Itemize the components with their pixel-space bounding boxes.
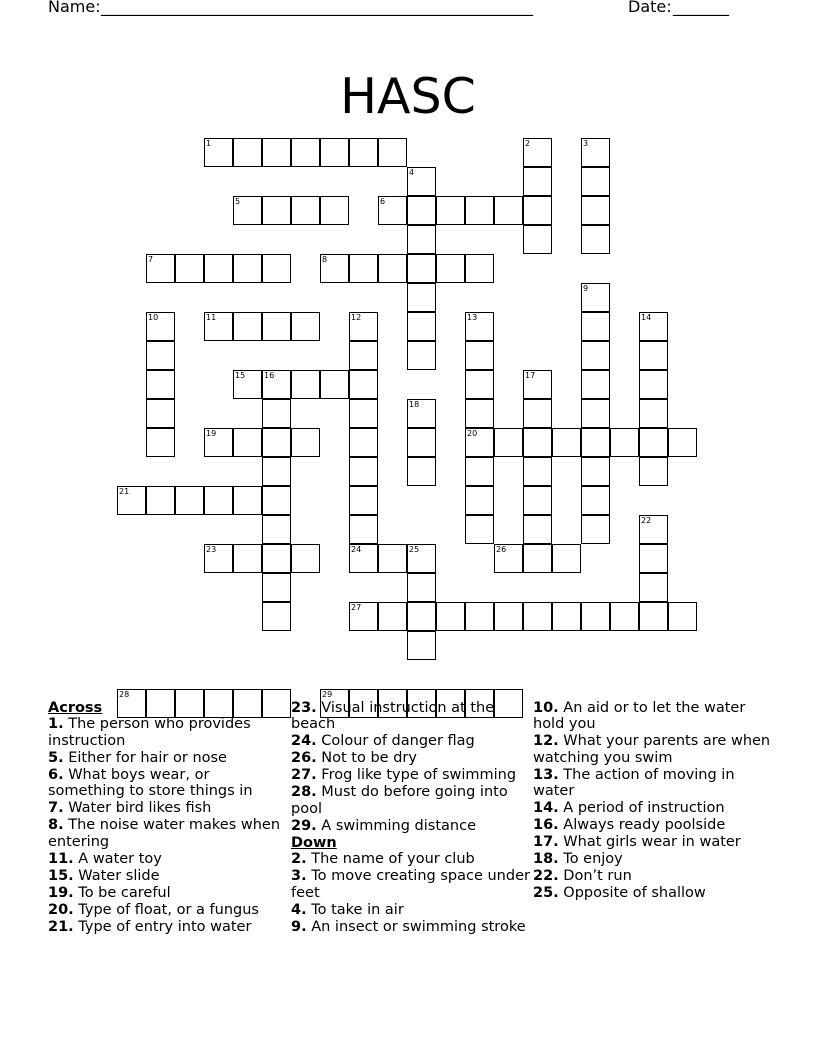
crossword-cell[interactable]: [233, 486, 262, 515]
clues-column-1: [48, 700, 288, 936]
cell-number: 15: [235, 371, 246, 380]
cell-number: 2: [525, 139, 531, 148]
crossword-cell[interactable]: [349, 457, 378, 486]
date-label: Date:: [628, 0, 672, 16]
crossword-cell[interactable]: [668, 602, 697, 631]
crossword-cell[interactable]: [146, 399, 175, 428]
crossword-cell[interactable]: [552, 544, 581, 573]
crossword-cell[interactable]: [581, 341, 610, 370]
clue-across: 24. Colour of danger flag: [291, 733, 475, 750]
cell-number: 1: [206, 139, 212, 148]
crossword-cell[interactable]: [581, 602, 610, 631]
crossword-cell[interactable]: [639, 457, 668, 486]
crossword-cell[interactable]: [262, 196, 291, 225]
crossword-cell[interactable]: [436, 254, 465, 283]
crossword-cell[interactable]: [349, 370, 378, 399]
clue-across: 7. Water bird likes fish: [48, 800, 212, 817]
crossword-cell[interactable]: [581, 486, 610, 515]
clue-down: 2. The name of your club: [291, 851, 475, 868]
crossword-cell[interactable]: [291, 370, 320, 399]
clue-down: 22. Don’t run: [533, 868, 632, 885]
crossword-cell[interactable]: [291, 428, 320, 457]
cell-number: 9: [583, 284, 589, 293]
clue-down: 3. To move creating space under feet: [291, 868, 530, 901]
clue-across: 23. Visual instruction at the beach: [291, 700, 495, 733]
crossword-cell[interactable]: [233, 138, 262, 167]
crossword-cell[interactable]: [581, 370, 610, 399]
crossword-cell[interactable]: [233, 428, 262, 457]
crossword-cell[interactable]: [407, 428, 436, 457]
crossword-cell[interactable]: [262, 602, 291, 631]
crossword-cell[interactable]: [465, 457, 494, 486]
worksheet-header: [0, 0, 816, 24]
crossword-cell[interactable]: [320, 196, 349, 225]
crossword-cell[interactable]: [204, 254, 233, 283]
crossword-cell[interactable]: [639, 312, 668, 341]
crossword-cell[interactable]: [494, 196, 523, 225]
clue-across: 29. A swimming distance: [291, 817, 476, 834]
crossword-cell[interactable]: [523, 138, 552, 167]
cell-number: 5: [235, 197, 241, 206]
crossword-cell[interactable]: [407, 312, 436, 341]
cell-number: 4: [409, 168, 415, 177]
clue-down: 13. The action of moving in water: [533, 766, 735, 800]
clue-across: 5. Either for hair or nose: [48, 749, 227, 766]
crossword-cell[interactable]: [378, 138, 407, 167]
crossword-cell[interactable]: [349, 341, 378, 370]
crossword-cell[interactable]: [407, 196, 436, 225]
crossword-cell[interactable]: [465, 515, 494, 544]
crossword-cell[interactable]: [378, 544, 407, 573]
down-heading: Down: [291, 834, 337, 851]
crossword-cell[interactable]: [349, 312, 378, 341]
cell-number: 18: [409, 400, 420, 409]
crossword-cell[interactable]: [291, 312, 320, 341]
cell-number: 11: [206, 313, 217, 322]
crossword-cell[interactable]: [175, 254, 204, 283]
crossword-cell[interactable]: [639, 399, 668, 428]
crossword-cell[interactable]: [146, 312, 175, 341]
crossword-cell[interactable]: [320, 138, 349, 167]
crossword-cell[interactable]: [407, 341, 436, 370]
crossword-cell[interactable]: [262, 457, 291, 486]
clue-down: 4. To take in air: [291, 901, 404, 918]
crossword-cell[interactable]: [378, 196, 407, 225]
crossword-cell[interactable]: [204, 312, 233, 341]
cell-number: 29: [322, 690, 333, 699]
cell-number: 14: [641, 313, 652, 322]
cell-number: 7: [148, 255, 154, 264]
clue-across: 21. Type of entry into water: [48, 918, 252, 935]
cell-number: 3: [583, 139, 589, 148]
cell-number: 28: [119, 690, 130, 699]
crossword-cell[interactable]: [407, 283, 436, 312]
crossword-cell[interactable]: [436, 602, 465, 631]
crossword-cell[interactable]: [523, 515, 552, 544]
crossword-cell[interactable]: [262, 254, 291, 283]
cell-number: 20: [467, 429, 478, 438]
cell-number: 23: [206, 545, 217, 554]
crossword-cell[interactable]: [262, 573, 291, 602]
crossword-cell[interactable]: [581, 428, 610, 457]
clue-down: 12. What your parents are when watching you swim: [533, 733, 771, 766]
crossword-cell[interactable]: [146, 370, 175, 399]
crossword-cell[interactable]: [349, 254, 378, 283]
crossword-cell[interactable]: [581, 457, 610, 486]
crossword-cell[interactable]: [407, 602, 436, 631]
clue-across: 11. A water toy: [48, 850, 162, 867]
crossword-cell[interactable]: [581, 515, 610, 544]
clues-column-3: [533, 700, 773, 902]
crossword-cell[interactable]: [146, 341, 175, 370]
crossword-cell[interactable]: [378, 254, 407, 283]
clue-across: 1. The person who provides instruction: [48, 716, 251, 749]
cell-number: 10: [148, 313, 159, 322]
crossword-cell[interactable]: [581, 283, 610, 312]
crossword-cell[interactable]: [610, 602, 639, 631]
crossword-cell[interactable]: [523, 602, 552, 631]
crossword-cell[interactable]: [581, 138, 610, 167]
crossword-cell[interactable]: [523, 370, 552, 399]
crossword-cell[interactable]: [465, 428, 494, 457]
crossword-cell[interactable]: [465, 486, 494, 515]
clue-across: 20. Type of float, or a fungus: [48, 901, 259, 918]
crossword-cell[interactable]: [465, 370, 494, 399]
crossword-cell[interactable]: [407, 167, 436, 196]
clue-across: 15. Water slide: [48, 867, 160, 884]
crossword-cell[interactable]: [610, 428, 639, 457]
crossword-cell[interactable]: [639, 573, 668, 602]
crossword-cell[interactable]: [639, 341, 668, 370]
clue-down: 17. What girls wear in water: [533, 834, 741, 851]
crossword-cell[interactable]: [291, 138, 320, 167]
cell-number: 24: [351, 545, 362, 554]
cell-number: 12: [351, 313, 362, 322]
crossword-cell[interactable]: [465, 399, 494, 428]
clue-across: 8. The noise water makes when entering: [48, 817, 281, 850]
crossword-cell[interactable]: [233, 254, 262, 283]
crossword-cell[interactable]: [436, 196, 465, 225]
crossword-cell[interactable]: [233, 196, 262, 225]
cell-number: 26: [496, 545, 507, 554]
cell-number: 6: [380, 197, 386, 206]
crossword-cell[interactable]: [639, 515, 668, 544]
crossword-cell[interactable]: [523, 399, 552, 428]
crossword-cell[interactable]: [465, 341, 494, 370]
crossword-cell[interactable]: [523, 428, 552, 457]
crossword-cell[interactable]: [523, 167, 552, 196]
crossword-cell[interactable]: [204, 544, 233, 573]
crossword-cell[interactable]: [581, 312, 610, 341]
crossword-cell[interactable]: [465, 196, 494, 225]
cell-number: 8: [322, 255, 328, 264]
crossword-cell[interactable]: [407, 544, 436, 573]
crossword-cell[interactable]: [581, 399, 610, 428]
crossword-cell[interactable]: [146, 428, 175, 457]
crossword-cell[interactable]: [407, 225, 436, 254]
crossword-cell[interactable]: [291, 544, 320, 573]
crossword-cell[interactable]: [291, 196, 320, 225]
crossword-cell[interactable]: [552, 602, 581, 631]
clue-across: 6. What boys wear, or something to store things in: [48, 766, 253, 800]
crossword-cell[interactable]: [262, 312, 291, 341]
crossword-cell[interactable]: [639, 370, 668, 399]
crossword-cell[interactable]: [262, 486, 291, 515]
clue-across: 27. Frog like type of swimming: [291, 767, 517, 784]
cell-number: 25: [409, 545, 420, 554]
crossword-cell[interactable]: [407, 399, 436, 428]
crossword-cell[interactable]: [523, 486, 552, 515]
crossword-cell[interactable]: [233, 544, 262, 573]
crossword-cell[interactable]: [407, 573, 436, 602]
crossword-cell[interactable]: [262, 544, 291, 573]
crossword-cell[interactable]: [262, 515, 291, 544]
date-field[interactable]: _______: [673, 0, 729, 16]
crossword-cell[interactable]: [233, 312, 262, 341]
crossword-cell[interactable]: [204, 138, 233, 167]
clue-down: 14. A period of instruction: [533, 800, 725, 817]
crossword-cell[interactable]: [349, 399, 378, 428]
cell-number: 27: [351, 603, 362, 612]
crossword-cell[interactable]: [668, 428, 697, 457]
puzzle-title: HASC: [340, 67, 476, 125]
crossword-cell[interactable]: [349, 486, 378, 515]
crossword-cell[interactable]: [233, 370, 262, 399]
crossword-cell[interactable]: [639, 602, 668, 631]
cell-number: 16: [264, 371, 275, 380]
crossword-cell[interactable]: [552, 428, 581, 457]
across-heading: Across: [48, 700, 103, 716]
cell-number: 17: [525, 371, 536, 380]
crossword-cell[interactable]: [204, 428, 233, 457]
name-field[interactable]: ______________________________________________________: [101, 0, 533, 16]
crossword-cell[interactable]: [117, 486, 146, 515]
clue-down: 25. Opposite of shallow: [533, 885, 706, 902]
crossword-cell[interactable]: [349, 428, 378, 457]
cell-number: 21: [119, 487, 130, 496]
clue-across: 28. Must do before going into pool: [291, 784, 508, 817]
crossword-cell[interactable]: [407, 254, 436, 283]
cell-number: 13: [467, 313, 478, 322]
clue-across: 19. To be careful: [48, 884, 171, 901]
crossword-cell[interactable]: [639, 428, 668, 457]
crossword-cell[interactable]: [349, 544, 378, 573]
crossword-cell[interactable]: [320, 254, 349, 283]
crossword-cell[interactable]: [320, 370, 349, 399]
crossword-cell[interactable]: [465, 602, 494, 631]
crossword-cell[interactable]: [494, 602, 523, 631]
crossword-cell[interactable]: [523, 225, 552, 254]
crossword-cell[interactable]: [407, 457, 436, 486]
cell-number: 19: [206, 429, 217, 438]
clues-column-2: [291, 700, 531, 936]
crossword-cell[interactable]: [378, 602, 407, 631]
crossword-cell[interactable]: [639, 544, 668, 573]
crossword-cell[interactable]: [349, 515, 378, 544]
crossword-cell[interactable]: [146, 486, 175, 515]
clue-down: 18. To enjoy: [533, 851, 623, 868]
clue-down: 16. Always ready poolside: [533, 817, 726, 834]
crossword-cell[interactable]: [581, 167, 610, 196]
crossword-cell[interactable]: [146, 254, 175, 283]
crossword-cell[interactable]: [349, 602, 378, 631]
crossword-cell[interactable]: [523, 457, 552, 486]
clue-down: 10. An aid or to let the water hold you: [533, 700, 746, 733]
crossword-cell[interactable]: [465, 254, 494, 283]
crossword-cell[interactable]: [262, 138, 291, 167]
crossword-cell[interactable]: [581, 225, 610, 254]
name-label: Name:: [48, 0, 101, 16]
clue-down: 9. An insect or swimming stroke: [291, 918, 526, 935]
crossword-cell[interactable]: [523, 196, 552, 225]
crossword-cell[interactable]: [175, 486, 204, 515]
crossword-cell[interactable]: [465, 312, 494, 341]
crossword-cell[interactable]: [204, 486, 233, 515]
crossword-cell[interactable]: [262, 428, 291, 457]
crossword-cell[interactable]: [407, 631, 436, 660]
crossword-cell[interactable]: [262, 370, 291, 399]
crossword-cell[interactable]: [494, 428, 523, 457]
crossword-cell[interactable]: [523, 544, 552, 573]
crossword-cell[interactable]: [349, 138, 378, 167]
crossword-cell[interactable]: [494, 544, 523, 573]
crossword-cell[interactable]: [581, 196, 610, 225]
clue-across: 26. Not to be dry: [291, 750, 417, 767]
crossword-cell[interactable]: [262, 399, 291, 428]
cell-number: 22: [641, 516, 652, 525]
